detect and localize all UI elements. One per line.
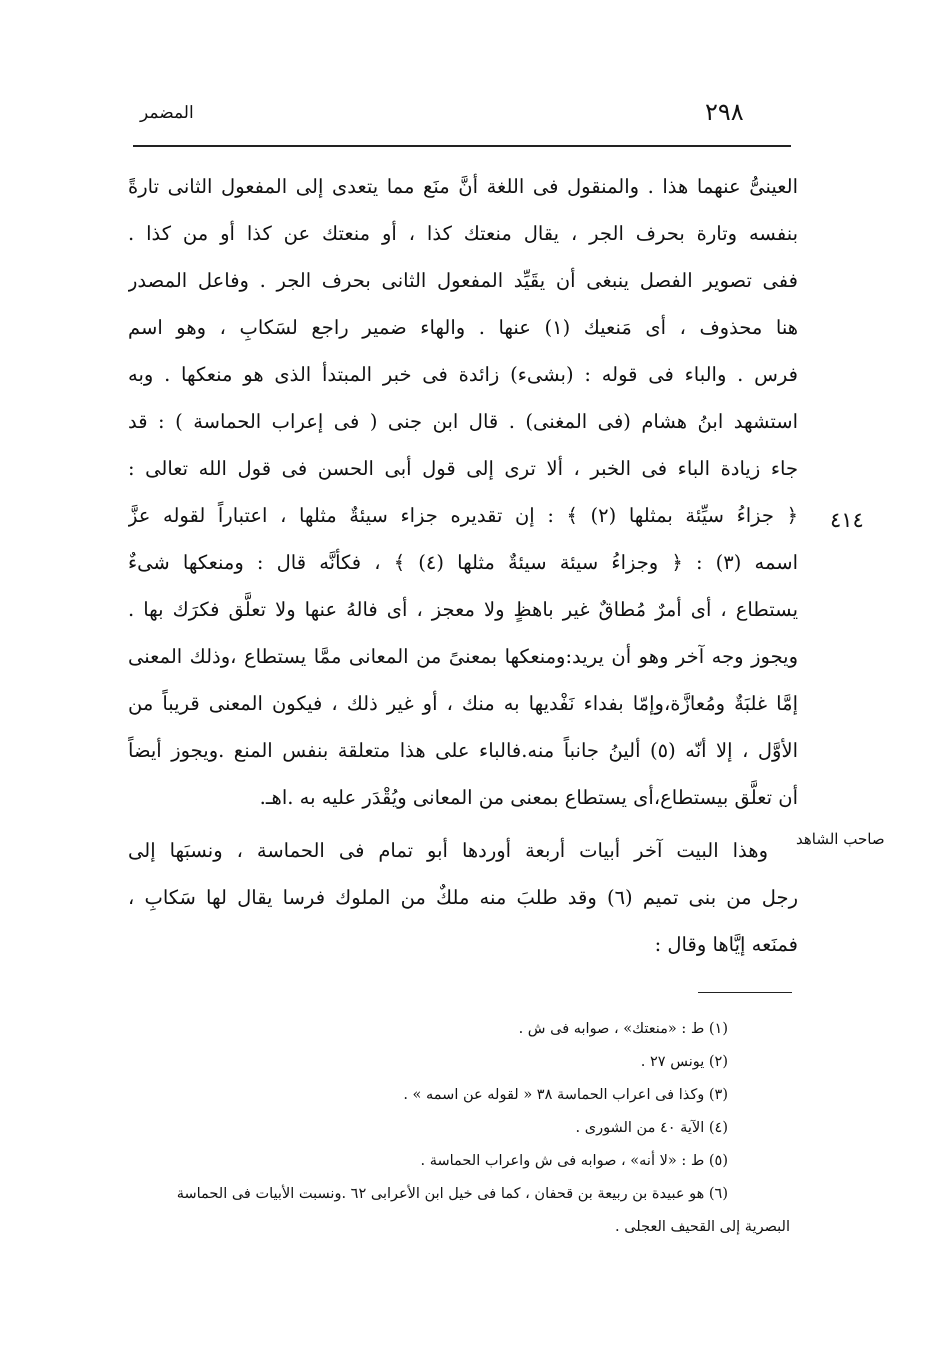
- header-rule: [133, 145, 791, 147]
- text-line: إمَّا غلبَةٌ ومُعازَّة،وإمّا بفداء نَفْديها به منك ، أو غير ذلك ، فيكون المعنى قريباً من: [128, 692, 798, 715]
- text-line: الأوَّل ، إلا أنّه (٥) ألينُ جانباً منه.فالباء على هذا متعلقة بنفس المنع .ويجوز أيضاً: [128, 739, 798, 762]
- footnote: (٥) ط : «لا أنه» ، صوابه فى ش واعراب الحماسة .: [420, 1153, 728, 1169]
- footnote-continuation: البصرية إلى القحيف العجلى .: [615, 1219, 790, 1235]
- text-line: استشهد ابنُ هشام (فى المغنى) . قال ابن جنى ( فى إعراب الحماسة ) : قد: [128, 410, 798, 433]
- text-line: يستطاع ، أى أمرٌ مُطاقٌ غير باهظٍ ولا معجز ، أى فالهُ عنها ولا تعلَّق فكرَك بها .: [128, 598, 798, 621]
- text-line: هنا محذوف ، أى مَنعيك (١) عنها . والهاء ضمير راجع لسَكابِ ، وهو اسم: [128, 316, 798, 339]
- footnote: (٤) الآية ٤٠ من الشورى .: [575, 1120, 728, 1136]
- margin-note: صاحب الشاهد: [796, 830, 885, 848]
- footnotes: [128, 1013, 798, 1244]
- footnote: (٣) وكذا فى اعراب الحماسة ٣٨ « لقوله عن اسمه » .: [403, 1087, 728, 1103]
- margin-line-number: ٤١٤: [830, 508, 864, 532]
- text-line: العينىُّ عنهما هذا . والمنقول فى اللغة أنَّ منَع مما يتعدى إلى المفعول الثانى تارةً: [128, 175, 798, 198]
- text-line: ويجوز وجه آخر وهو أن يريد:ومنعكها بمعنىً من المعانى ممَّا يستطاع ،وذلك المعنى: [128, 645, 798, 668]
- text-line: رجل من بنى تميم (٦) وقد طلبَ منه ملكٌ من الملوك فرسا يقال لها سَكابِ ،: [128, 886, 798, 909]
- text-line: ففى تصوير الفصل ينبغى أن يقَيِّد المفعول الثانى بحرف الجر . وفاعل المصدر: [128, 269, 798, 292]
- footnote-rule: [698, 992, 792, 993]
- text-line: وهذا البيت آخر أبيات أربعة أوردها أبو تمام فى الحماسة ، ونسبَها إلى: [128, 839, 768, 862]
- text-line: ﴿ جزاءُ سيِّئة بمثلها (٢) ﴾ : إن تقديره جزاء سيئةٌ مثلها ، اعتباراً لقوله عزَّ: [128, 504, 798, 527]
- page-number: ٢٩٨: [705, 98, 744, 126]
- text-line: فرس . والباء فى قوله : (بشىء) زائدة فى خبر المبتدأ الذى هو منعكها . وبه: [128, 363, 798, 386]
- footnote: (٢) يونس ٢٧ .: [640, 1054, 728, 1070]
- footnote: (٦) هو عبيدة بن ربيعة بن قحفان ، كما فى خيل ابن الأعرابى ٦٢ .ونسبت الأبيات فى الحماسة: [176, 1186, 728, 1202]
- footnote: (١) ط : «منعتك» ، صوابه فى ش .: [518, 1021, 728, 1037]
- text-line: أن تعلَّق بيستطاع،أى يستطاع بمعنى من المعانى ويُقْدَر عليه به .اهـ.: [259, 786, 798, 809]
- text-line: فمنَعه إيَّاها وقال :: [654, 933, 798, 956]
- text-line: اسمه (٣) : ﴿ وجزاءُ سيئة سيئةٌ مثلها (٤) ﴾ ، فكأنَّه قال : ومنعكها شىءٌ: [128, 551, 798, 574]
- main-text: [128, 163, 798, 968]
- running-title: المضمر: [140, 103, 194, 123]
- text-line: جاء زيادة الباء فى الخبر ، ألا ترى إلى قول أبى الحسن فى قول الله تعالى :: [128, 457, 798, 480]
- text-line: بنفسه وتارة بحرف الجر ، يقال منعتك كذا ، أو منعتك عن كذا أو من كذا .: [128, 222, 798, 245]
